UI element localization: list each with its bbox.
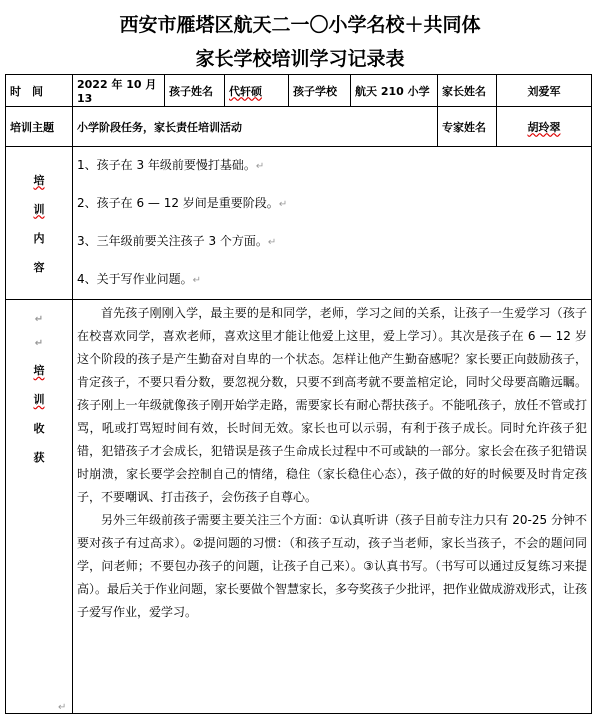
child-school-value: 航天 210 小学 xyxy=(351,75,438,107)
content-label: 培 训 内 容 xyxy=(6,147,73,300)
content-item: 3、三年级前要关注孩子 3 个方面。↵ xyxy=(77,234,277,248)
topic-label: 培训主题 xyxy=(6,107,73,147)
expert-value: 胡玲翠 xyxy=(497,107,592,147)
child-school-label: 孩子学校 xyxy=(289,75,351,107)
gain-row xyxy=(6,300,592,714)
document-subtitle: 家长学校培训学习记录表 xyxy=(195,48,405,70)
child-name-label: 孩子姓名 xyxy=(165,75,225,107)
content-list xyxy=(73,147,592,300)
topic-row xyxy=(6,107,592,147)
gain-label: ↵ ↵ 培 训 收 获 xyxy=(6,300,73,714)
gain-paragraph: 另外三年级前孩子需要主要关注三个方面：①认真听讲（孩子目前专注力只有 20-25 分钟不要对孩子有过高求）。②提问题的习惯：（和孩子互动，孩子当老师，家长当孩子，不会的题问同学，问老师；不要包办孩子的问题，让孩子自己来）。③认真书写。（书写可以通过反复练习来提高）。最后关于作业问题，家长要做个智慧家长，多夸奖孩子少批评，把作业做成游戏形式，让孩子爱写作业，爱学习。 xyxy=(77,513,588,619)
content-row xyxy=(6,147,592,300)
content-item: 4、关于写作业问题。↵ xyxy=(77,272,202,286)
gain-paragraph: 首先孩子刚刚入学，最主要的是和同学，老师，学习之间的关系，让孩子一生爱学习（孩子在校喜欢同学，喜欢老师，喜欢这里才能让他爱上这里，爱上学习）。其次是孩子在 6 — 12 岁这个阶段的孩子是产生勤奋对自卑的一个状态。怎样让他产生勤奋感呢？家长要正向鼓励孩子，肯定孩子，不要只看分数，要忽视分数，只要不到高考就不要盖棺定论，同时父母要高瞻远瞩。孩子刚上一年级就像孩子刚开始学走路，需要家长有耐心帮扶孩子。不能吼孩子，放任不管或打骂，吼或打骂短时间有效，长时间无效。家长也可以示弱，有利于孩子成长。同时允许孩子犯错，犯错孩子才会成长，犯错误是孩子生命成长过程中不可或缺的一部分。家长会在孩子犯错误时崩溃，家长要学会控制自己的情绪，稳住（家长稳住心态），孩子做的好的时候要及时肯定孩子，不要嘲讽、打击孩子，会伤孩子自尊心。 xyxy=(77,306,587,504)
paragraph-mark: ↵ xyxy=(58,702,67,713)
parent-name-value: 刘爱军 xyxy=(497,75,592,107)
parent-name-label: 家长姓名 xyxy=(438,75,497,107)
header-row xyxy=(6,75,592,107)
time-label: 时 间 xyxy=(6,75,73,107)
record-table xyxy=(5,74,592,714)
expert-label: 专家姓名 xyxy=(438,107,497,147)
content-item: 2、孩子在 6 — 12 岁间是重要阶段。↵ xyxy=(77,196,288,210)
child-name-value: 代轩硕 xyxy=(225,75,289,107)
time-value: 2022 年 10 月 13 xyxy=(73,75,165,107)
topic-value: 小学阶段任务，家长责任培训活动 xyxy=(73,107,438,147)
document-title: 西安市雁塔区航天二一〇小学名校＋共同体 xyxy=(119,14,481,36)
gain-text xyxy=(73,300,592,714)
content-item: 1、孩子在 3 年级前要慢打基础。↵ xyxy=(77,158,265,172)
